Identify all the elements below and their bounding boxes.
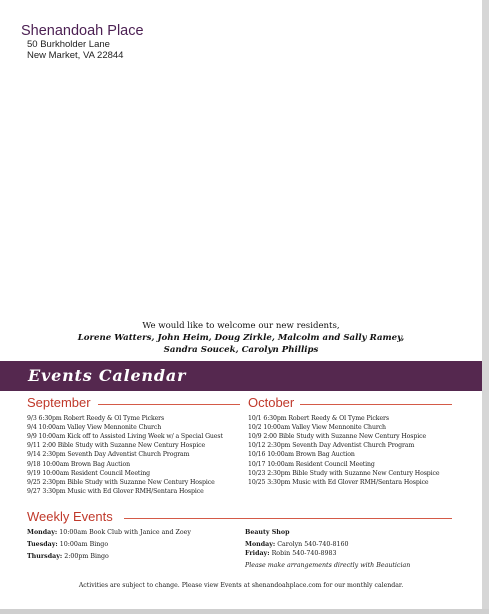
weekly-item: Thursday: 2:00pm Bingo bbox=[27, 553, 109, 560]
address-line-1: 50 Burkholder Lane bbox=[27, 39, 110, 50]
welcome-intro: We would like to welcome our new residents, bbox=[142, 321, 340, 331]
september-event: 9/27 3:30pm Music with Ed Glover RMH/Sentara Hospice bbox=[27, 487, 204, 495]
october-event: 10/23 2:30pm Bible Study with Suzanne New Century Hospice bbox=[248, 469, 440, 477]
beauty-item: Monday: Carolyn 540-740-8160 bbox=[245, 541, 349, 548]
october-event: 10/2 10:00am Valley View Mennonite Church bbox=[248, 424, 386, 432]
weekly-item: Monday: 10:00am Book Club with Janice and Zoey bbox=[27, 529, 191, 536]
page-edge-bottom bbox=[0, 609, 489, 614]
october-event: 10/12 2:30pm Seventh Day Adventist Church Program bbox=[248, 442, 415, 450]
welcome-names-1: Lorene Watters, John Heim, Doug Zirkle, Malcolm and Sally Ramey, bbox=[77, 333, 405, 343]
beauty-item: Friday: Robin 540-740-8983 bbox=[245, 550, 337, 557]
october-event: 10/17 10:00am Resident Council Meeting bbox=[248, 460, 375, 468]
october-event: 10/1 6:30pm Robert Reedy & Ol Tyme Pickers bbox=[248, 415, 389, 422]
september-event: 9/3 6:30pm Robert Reedy & Ol Tyme Pickers bbox=[27, 415, 165, 422]
october-heading: October bbox=[248, 395, 295, 410]
beauty-heading: Beauty Shop bbox=[245, 529, 290, 536]
october-event: 10/16 10:00am Brown Bag Auction bbox=[248, 451, 355, 459]
september-event: 9/9 10:00am Kick off to Assisted Living Week w/ a Special Guest bbox=[27, 433, 223, 441]
september-event: 9/4 10:00am Valley View Mennonite Church bbox=[27, 424, 162, 432]
september-event: 9/11 2:00 Bible Study with Suzanne New Century Hospice bbox=[27, 442, 206, 450]
org-name: Shenandoah Place bbox=[21, 23, 144, 39]
events-banner-title: Events Calendar bbox=[28, 366, 187, 385]
weekly-heading: Weekly Events bbox=[27, 509, 113, 524]
september-event: 9/14 2:30pm Seventh Day Adventist Church Program bbox=[27, 451, 190, 459]
september-event: 9/19 10:00am Resident Council Meeting bbox=[27, 469, 150, 477]
weekly-item: Tuesday: 10:00am Bingo bbox=[27, 541, 109, 548]
october-event: 10/9 2:00 Bible Study with Suzanne New Century Hospice bbox=[248, 433, 427, 441]
september-heading: September bbox=[27, 395, 91, 410]
welcome-names-2: Sandra Soucek, Carolyn Phillips bbox=[163, 345, 319, 355]
september-rule bbox=[98, 404, 240, 405]
weekly-rule bbox=[124, 518, 452, 519]
september-event: 9/18 10:00am Brown Bag Auction bbox=[27, 460, 130, 468]
september-event: 9/25 2:30pm Bible Study with Suzanne New Century Hospice bbox=[27, 478, 215, 486]
beauty-note: Please make arrangements directly with Beautician bbox=[245, 562, 411, 569]
footer-note: Activities are subject to change. Please view Events at shenandoahplace.com for our monthly calendar. bbox=[78, 582, 404, 589]
october-event: 10/25 3:30pm Music with Ed Glover RMH/Sentara Hospice bbox=[248, 478, 429, 486]
page-edge-right bbox=[482, 0, 489, 614]
address-line-2: New Market, VA 22844 bbox=[27, 50, 124, 61]
october-rule bbox=[300, 404, 452, 405]
